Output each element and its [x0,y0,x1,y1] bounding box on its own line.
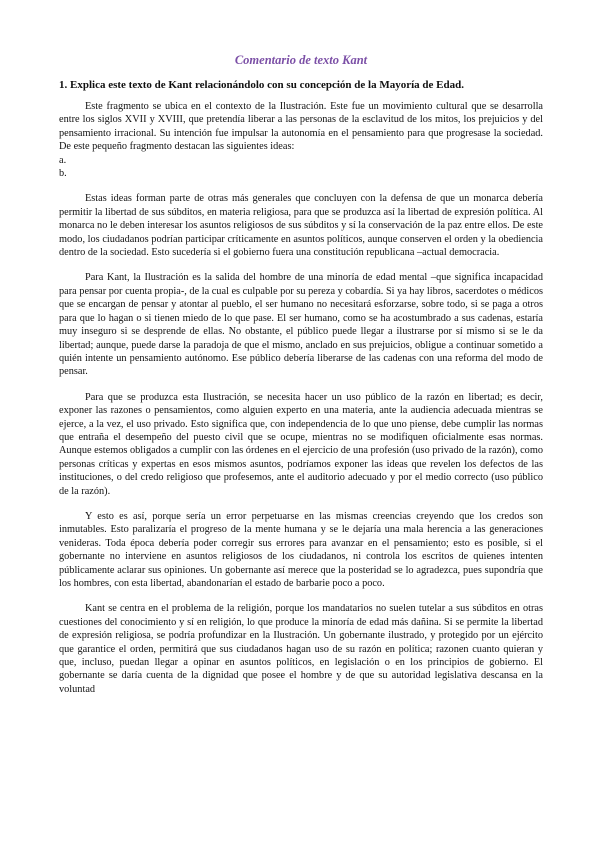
document-title: Comentario de texto Kant [234,53,368,67]
paragraph-religion-problem: Kant se centra en el problema de la religión, porque los mandatarios no suelen tutelar a sus súbditos en otras cuestiones del conocimiento y sí en religión, lo que produce la minoría de edad más dañina. Si se permite la libertad de expresión religiosa, se podría profundizar en la Ilustración. Un gobernante ilustrado, y protegido por un ejército que garantice el orden, permitirá que sus ciudadanos hagan uso de su razón en política; razonen cuanto quieran y que, incluso, puedan llegar a opinar en asuntos políticos, en legislación o en los principios de gobierno. El gobernante se daría cuenta de la dignidad que posee el hombre y de que su autoridad legislativa descansa en la voluntad [59,603,543,695]
paragraph-immutable-creeds: Y esto es así, porque sería un error perpetuarse en las mismas creencias creyendo que los credos son inmutables. Esto paralizaría el progreso de la mente humana y se le dejaría una mala herencia a las generaciones venideras. Toda época debería poder corregir sus errores para avanzar en el pensamiento; esto es posible, si el gobernante no interviene en asuntos religiosos de los ciudadanos, ni controla los escritos de quienes intenten públicamente aclarar sus opiniones. Un gobernante así merece que la posteridad se lo agradezca, pues supondría que los hombres, con esta libertad, abandonarían el estado de barbarie poco a poco. [59,510,543,589]
ideas-list [59,154,543,181]
list-item-b: b. [59,168,67,180]
paragraph-enlightenment-definition: Para Kant, la Ilustración es la salida del hombre de una minoría de edad mental –que significa incapacidad para pensar por cuenta propia-, de la cual es culpable por su pereza y cobardía. Si ya hay libros, sacerdotes o médicos que se encargan de pensar y atontar al pueblo, el ser humano no necesitará esforzarse, sobre todo, si se paga a otros para que lo hagan o si tienen miedo de lo que pase. El ser humano, como se ha acostumbrado a sus cadenas, estaría muy inseguro si se desprende de ellas. No obstante, el público puede llegar a ilustrarse por sí mismo si se le da libertad; aunque, puede darse la paradoja de que el mismo, anclado en sus prejuicios, obligue a continuar sometido a quién intente un pensamiento autónomo. Ese público debería liberarse de las cadenas con una reforma del modo de pensar. [59,272,543,378]
paragraph-public-use-of-reason: Para que se produzca esta Ilustración, se necesita hacer un uso público de la razón en libertad; es decir, exponer las razones o pensamientos, como alguien experto en una materia, ante la audiencia adecuada mientras se ejerce, a la vez, el uso privado. Esto significa que, con independencia de lo que uno piense, debe cumplir las normas que entraña el desempeño del puesto civil que se ocupe, mientras no se modifiquen oficialmente esas normas. Aunque estemos obligados a cumplir con las órdenes en el ejercicio de una profesión (uso privado de la razón), como personas críticas y expertas en esos mismos asuntos, podríamos exponer las ideas que revelen los defectos de las instituciones, o del credo religioso que profesemos, ante el auditorio adecuado y por el medio correcto (uso público de la razón). [59,391,543,497]
list-item-a: a. [59,154,67,166]
intro-paragraph: Este fragmento se ubica en el contexto de la Ilustración. Este fue un movimiento cultural que se desarrolla entre los siglos XVII y XVIII, que pretendía liberar a las personas de la esclavitud de los mitos, los prejuicios y del pensamiento irracional. Su intención fue impulsar la autonomía en el pensamiento para que progresase la sociedad. De este pequeño fragmento destacan las siguientes ideas: [59,101,543,153]
paragraph-religious-freedom: Estas ideas forman parte de otras más generales que concluyen con la defensa de que un monarca debería permitir la libertad de sus súbditos, en materia religiosa, para que se produzca así la libertad de expresión política. Al monarca no le deben interesar los asuntos religiosos de sus súbditos y sí la conservación de la paz entre ellos. De este modo, los ciudadanos podrían participar críticamente en asuntos políticos, aunque conserven el orden y la obediencia dentro de la sociedad. Esto sucedería si el gobierno fuera una constitución republicana –actual democracia. [59,193,543,259]
question-heading: 1. Explica este texto de Kant relacionándolo con su concepción de la Mayoría de Edad. [59,79,464,91]
